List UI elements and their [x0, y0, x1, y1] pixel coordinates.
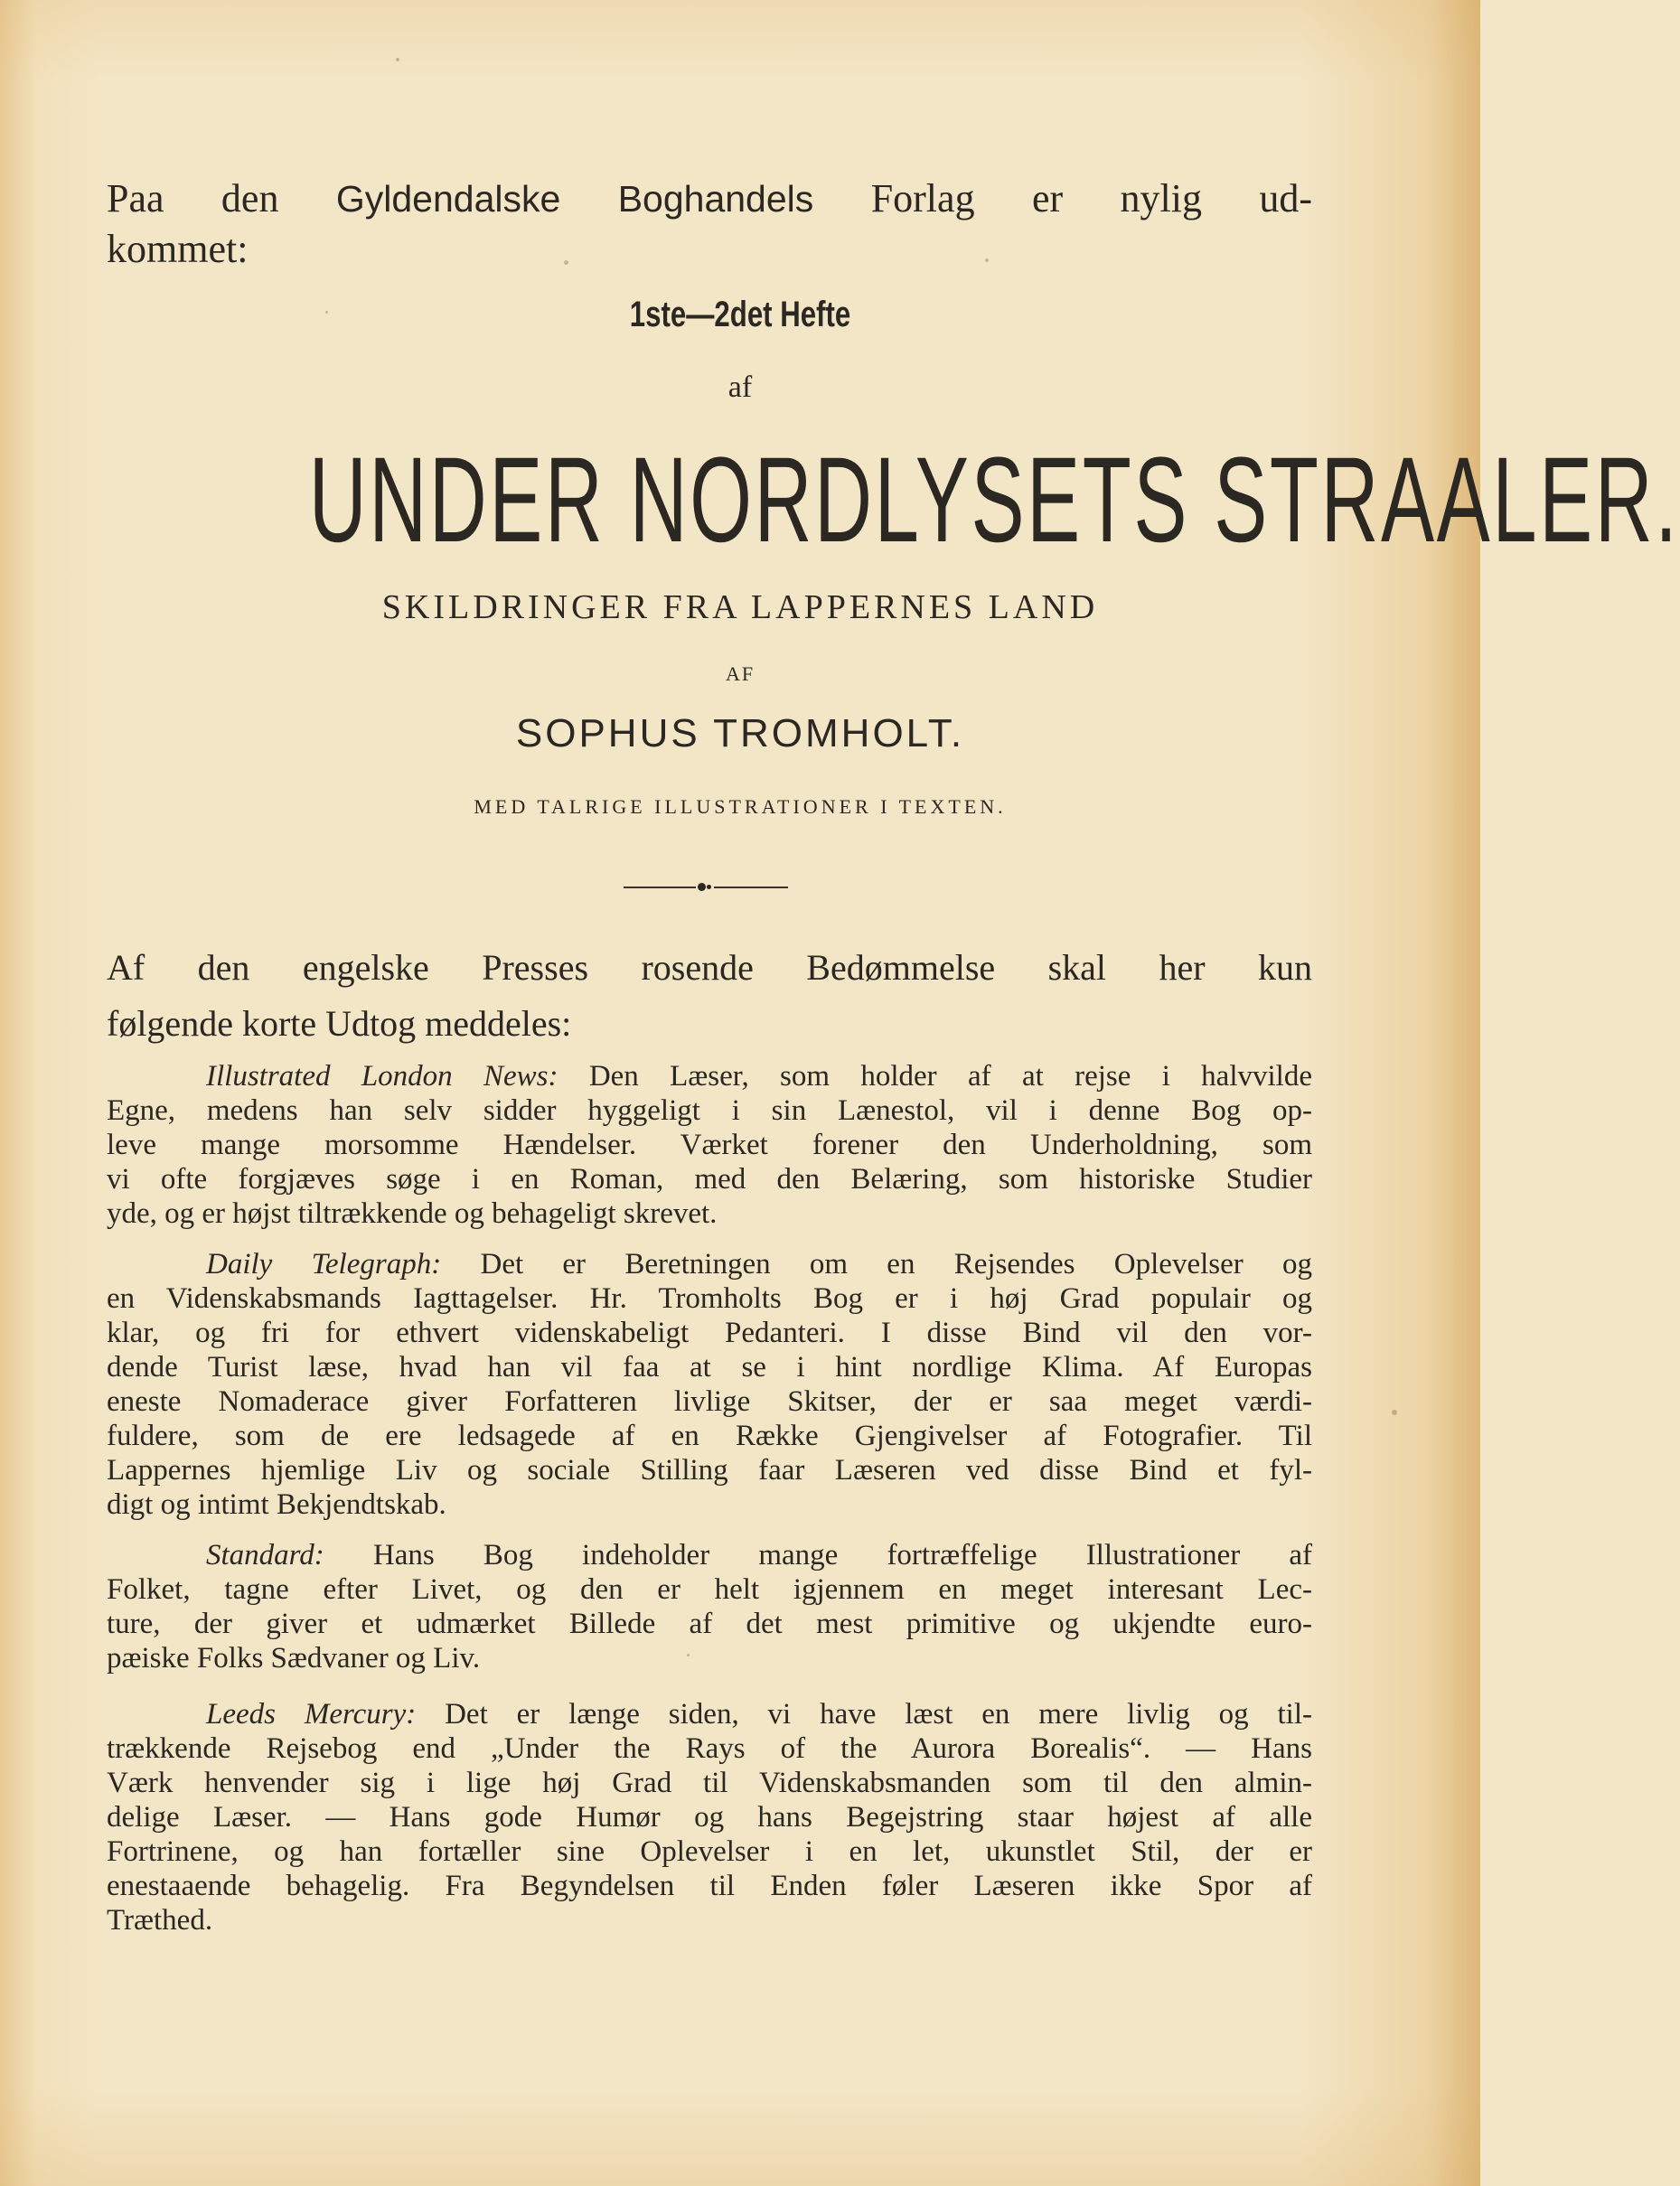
- book-subtitle: SKILDRINGER FRA LAPPERNES LAND: [381, 588, 1099, 626]
- paper-speck: [687, 1654, 690, 1656]
- review-leeds-mercury-line-6: enestaaende behagelig. Fra Begyndelsen til Enden føler Læseren ikke Spor af: [107, 1870, 1312, 1902]
- af-caps: AF: [725, 662, 756, 685]
- review-leeds-mercury-line-7: Træthed.: [107, 1904, 213, 1937]
- hefte-label: 1ste—2det Hefte: [629, 295, 851, 334]
- intro-line-2: kommet:: [107, 227, 249, 271]
- review-ill-london-line-3: leve mange morsomme Hændelser. Værket forener den Underholdning, som: [107, 1129, 1312, 1161]
- review-ill-london-line-2: Egne, medens han selv sidder hyggeligt i sin Lænestol, vil i denne Bog op-: [107, 1094, 1312, 1127]
- review-leeds-mercury-line-1: [206, 1697, 1312, 1731]
- af-small: af: [727, 371, 753, 404]
- intro-line-1: [107, 174, 1312, 224]
- review-ill-london-line-4: vi ofte forgjæves søge i en Roman, med den Belæring, som historiske Studier: [107, 1163, 1312, 1196]
- review-standard-line-1: [206, 1538, 1312, 1572]
- press-intro-line-2: følgende korte Udtog meddeles:: [107, 1003, 572, 1044]
- review-daily-telegraph-line-3: klar, og fri for ethvert videnskabeligt Pedanteri. I disse Bind vil den vor-: [107, 1317, 1312, 1349]
- paper-speck: [564, 260, 568, 265]
- ornament-rule-right: [714, 887, 788, 888]
- review-daily-telegraph-line-4: dende Turist læse, hvad han vil faa at se i hint nordlige Klima. Af Europas: [107, 1351, 1312, 1384]
- intro-forlag: Forlag er nylig ud-: [870, 176, 1313, 220]
- review-text: Det er længe siden, vi have læst en mere livlig og til-: [416, 1698, 1312, 1731]
- review-daily-telegraph-line-2: en Videnskabsmands Iagttagelser. Hr. Tromholts Bog er i høj Grad populair og: [107, 1282, 1312, 1315]
- illustrations-note: MED TALRIGE ILLUSTRATIONER I TEXTEN.: [474, 795, 1007, 818]
- review-text: Det er Beretningen om en Rejsendes Oplevelser og: [441, 1248, 1313, 1281]
- review-daily-telegraph-line-5: eneste Nomaderace giver Forfatteren livlige Skitser, der er saa meget værdi-: [107, 1385, 1312, 1418]
- author-name: SOPHUS TROMHOLT.: [515, 711, 965, 755]
- intro-paa-den: Paa den: [107, 176, 279, 220]
- review-daily-telegraph-line-6: fuldere, som de ere ledsagede af en Række Gjengivelser af Fotografier. Til: [107, 1420, 1312, 1452]
- paper-speck: [325, 311, 328, 314]
- press-intro-line-1: Af den engelske Presses rosende Bedømmelse skal her kun: [107, 947, 1312, 988]
- review-leeds-mercury-line-4: delige Læser. — Hans gode Humør og hans Begejstring staar højest af alle: [107, 1801, 1312, 1834]
- paper-speck: [1392, 1410, 1397, 1415]
- intro-gyldendalske: Gyldendalske: [335, 178, 561, 220]
- review-daily-telegraph-line-7: Lappernes hjemlige Liv og sociale Stilling faar Læseren ved disse Bind et fyl-: [107, 1454, 1312, 1487]
- review-leeds-mercury-line-5: Fortrinene, og han fortæller sine Oplevelser i en let, ukunstlet Stil, der er: [107, 1835, 1312, 1868]
- review-daily-telegraph-line-8: digt og intimt Bekjendtskab.: [107, 1488, 446, 1521]
- review-leeds-mercury-line-2: trækkende Rejsebog end „Under the Rays of the Aurora Borealis“. — Hans: [107, 1732, 1312, 1765]
- ornament-rule-left: [624, 887, 696, 888]
- book-title: UNDER NORDLYSETS STRAALER.: [308, 433, 1680, 568]
- intro-boghandels: Boghandels: [617, 178, 814, 220]
- paper-speck: [396, 58, 399, 61]
- review-ill-london-line-5: yde, og er højst tiltrækkende og behageligt skrevet.: [107, 1197, 718, 1230]
- review-standard-line-4: pæiske Folks Sædvaner og Liv.: [107, 1642, 481, 1675]
- review-standard-line-2: Folket, tagne efter Livet, og den er helt igjennem en meget interesant Lec-: [107, 1573, 1312, 1606]
- review-source: Illustrated London News:: [206, 1060, 558, 1093]
- review-standard-line-3: ture, der giver et udmærket Billede af det mest primitive og ukjendte euro-: [107, 1608, 1312, 1640]
- ornament-divider: [624, 883, 788, 892]
- review-daily-telegraph-line-1: [206, 1247, 1312, 1281]
- review-source: Leeds Mercury:: [206, 1698, 417, 1731]
- review-leeds-mercury-line-3: Værk henvender sig i lige høj Grad til Videnskabsmanden som til den almin-: [107, 1767, 1312, 1799]
- review-text: Den Læser, som holder af at rejse i halvvilde: [558, 1060, 1312, 1093]
- review-text: Hans Bog indeholder mange fortræffelige Illustrationer af: [324, 1539, 1312, 1571]
- ornament-dot: [698, 883, 706, 891]
- review-ill-london-line-1: [206, 1059, 1312, 1093]
- ornament-dot-small: [707, 885, 711, 889]
- review-source: Standard:: [206, 1539, 324, 1571]
- paper-speck: [985, 258, 989, 262]
- review-source: Daily Telegraph:: [206, 1248, 442, 1281]
